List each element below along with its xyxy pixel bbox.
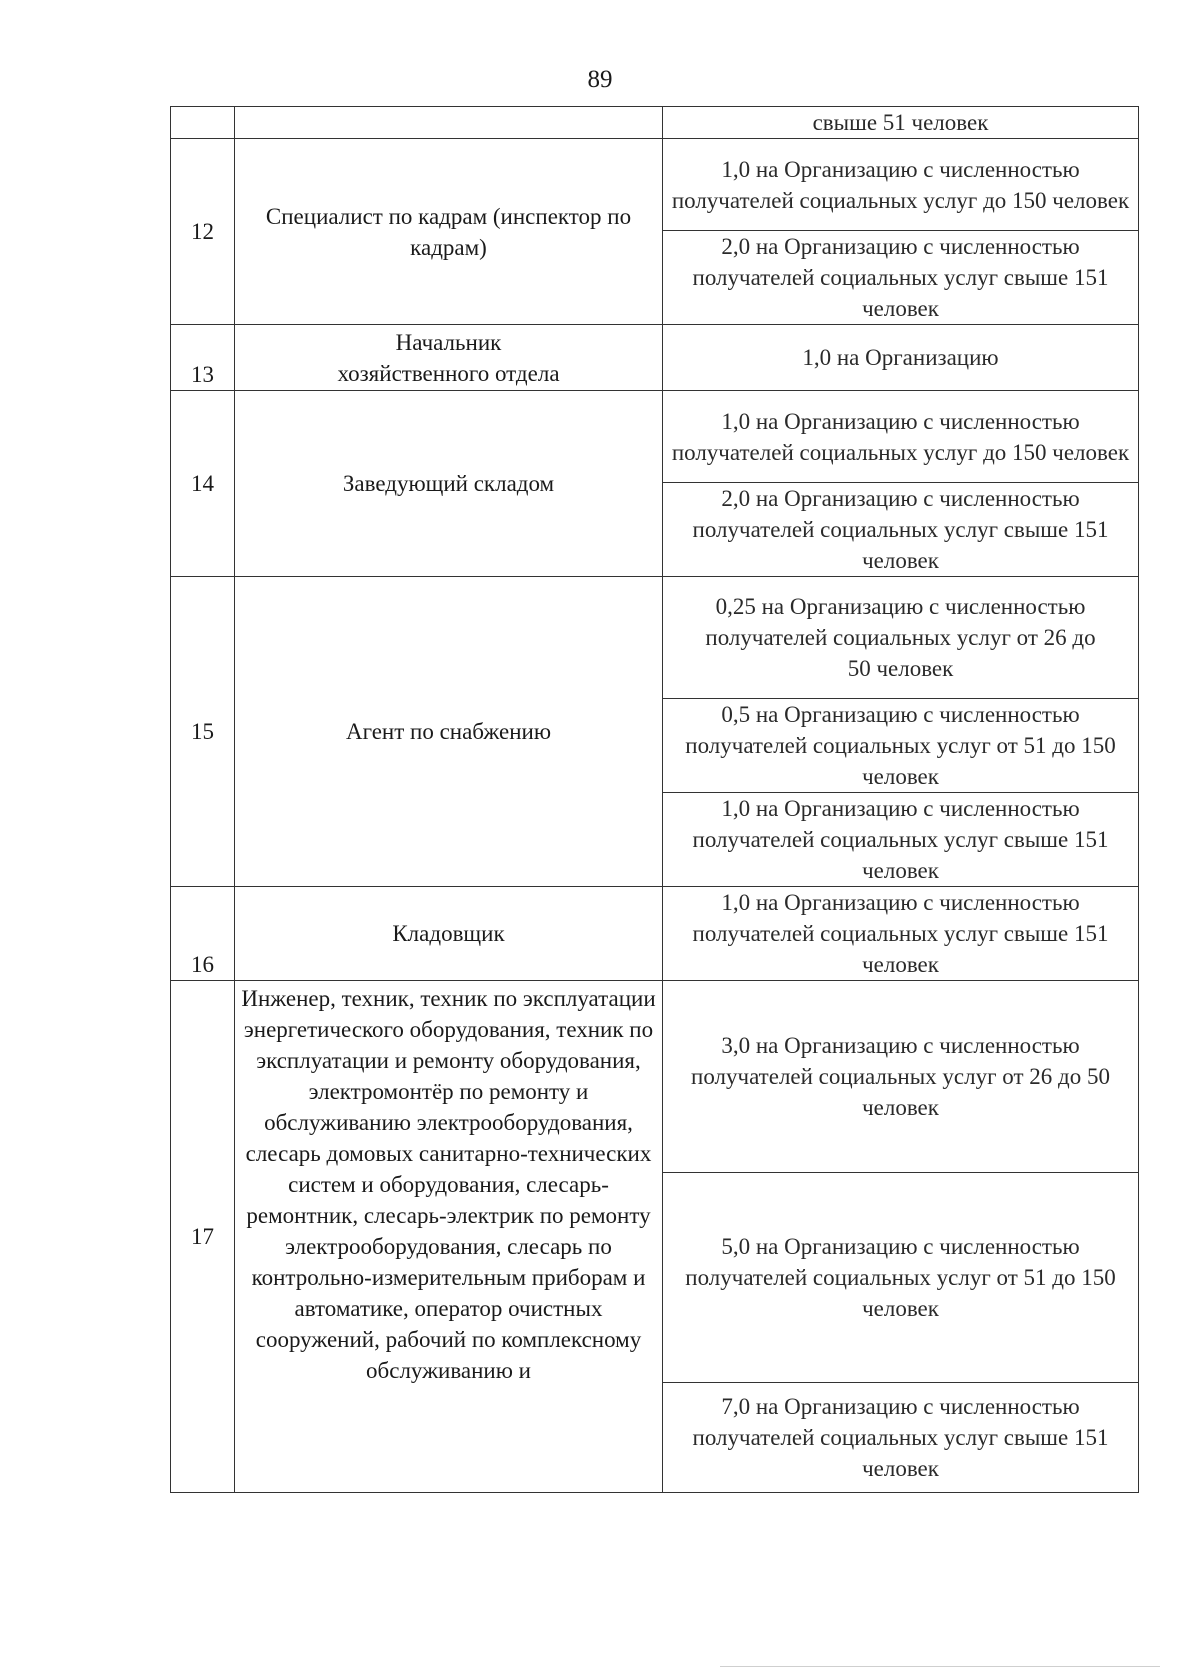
norm-cell: 2,0 на Организацию с численностью получателей социальных услуг свыше 151 человек — [663, 483, 1139, 577]
row-number-cell: 16 — [171, 887, 235, 981]
row-number-cell: 15 — [171, 577, 235, 887]
table-row — [171, 325, 1139, 391]
row-number-cell: 14 — [171, 391, 235, 577]
row-number-cell — [171, 107, 235, 139]
norm-cell: 1,0 на Организацию с численностью получателей социальных услуг до 150 человек — [663, 139, 1139, 231]
table-row — [171, 391, 1139, 483]
position-cell: Начальник хозяйственного отдела — [235, 325, 663, 391]
row-number-cell: 17 — [171, 981, 235, 1493]
row-number-cell: 13 — [171, 325, 235, 391]
table-row — [171, 981, 1139, 1173]
table-row — [171, 139, 1139, 231]
position-cell: Кладовщик — [235, 887, 663, 981]
table-row — [171, 107, 1139, 139]
staffing-table — [170, 106, 1139, 1493]
position-cell: Агент по снабжению — [235, 577, 663, 887]
page-number: 89 — [587, 66, 613, 93]
norm-cell: 0,25 на Организацию с численностью получателей социальных услуг от 26 до 50 человек — [663, 577, 1139, 699]
position-cell: Специалист по кадрам (инспектор по кадрам) — [235, 139, 663, 325]
norm-cell: 7,0 на Организацию с численностью получателей социальных услуг свыше 151 человек — [663, 1383, 1139, 1493]
position-cell: Инженер, техник, техник по эксплуатации энергетического оборудования, техник по эксплуатации и ремонту оборудования, электромонтёр по ремонту и обслуживанию электрооборудования, слесарь домовых санитарно-технических систем и оборудования, слесарь-ремонтник, слесарь-электрик по ремонту электрооборудования, слесарь по контрольно-измерительным приборам и автоматике, оператор очистных сооружений, рабочий по комплексному обслуживанию и — [235, 981, 663, 1493]
table-row — [171, 577, 1139, 699]
norm-cell: 1,0 на Организацию с численностью получателей социальных услуг свыше 151 человек — [663, 887, 1139, 981]
norm-cell: 0,5 на Организацию с численностью получателей социальных услуг от 51 до 150 человек — [663, 699, 1139, 793]
position-cell: Заведующий складом — [235, 391, 663, 577]
table-row — [171, 887, 1139, 981]
footer-rule — [720, 1666, 1160, 1667]
norm-cell: свыше 51 человек — [663, 107, 1139, 139]
norm-cell: 1,0 на Организацию с численностью получателей социальных услуг свыше 151 человек — [663, 793, 1139, 887]
norm-cell: 2,0 на Организацию с численностью получателей социальных услуг свыше 151 человек — [663, 231, 1139, 325]
norm-cell: 1,0 на Организацию — [663, 325, 1139, 391]
row-number-cell: 12 — [171, 139, 235, 325]
norm-cell: 3,0 на Организацию с численностью получателей социальных услуг от 26 до 50 человек — [663, 981, 1139, 1173]
position-cell — [235, 107, 663, 139]
norm-cell: 5,0 на Организацию с численностью получателей социальных услуг от 51 до 150 человек — [663, 1173, 1139, 1383]
norm-cell: 1,0 на Организацию с численностью получателей социальных услуг до 150 человек — [663, 391, 1139, 483]
